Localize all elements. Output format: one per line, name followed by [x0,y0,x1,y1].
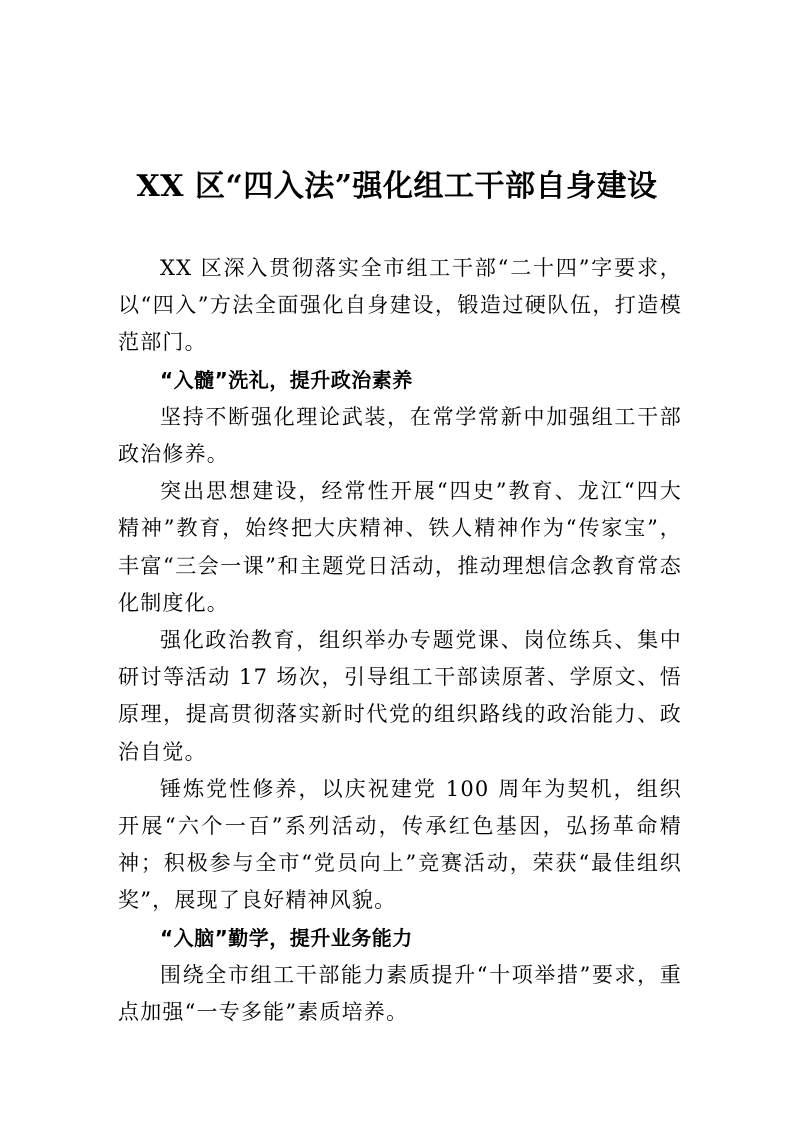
document-body [118,250,682,1031]
intro-paragraph: XX 区深入贯彻落实全市组工干部“二十四”字要求，以“四入”方法全面强化自身建设，锻造过硬队伍，打造模范部门。 [118,256,682,355]
paragraph-theory: 坚持不断强化理论武装，在常学常新中加强组工干部政治修养。 [118,404,682,467]
document-title: XX 区“四入法”强化组工干部自身建设 [136,169,658,205]
paragraph-ability: 围绕全市组工干部能力素质提升“十项举措”要求，重点加强“一专多能”素质培养。 [118,962,682,1025]
section-heading-business: “入脑”勤学，提升业务能力 [160,925,413,950]
paragraph-political-education: 强化政治教育，组织举办专题党课、岗位练兵、集中研讨等活动 17 场次，引导组工干部读原著、学原文、悟原理，提高贯彻落实新时代党的组织路线的政治能力、政治自觉。 [118,628,682,764]
section-heading-political: “入髓”洗礼，提升政治素养 [160,367,413,392]
paragraph-ideology: 突出思想建设，经常性开展“四史”教育、龙江“四大精神”教育，始终把大庆精神、铁人精神作为“传家宝”，丰富“三会一课”和主题党日活动，推动理想信念教育常态化制度化。 [118,479,682,615]
paragraph-party-spirit: 锤炼党性修养，以庆祝建党 100 周年为契机，组织开展“六个一百”系列活动，传承红色基因，弘扬革命精神；积极参与全市“党员向上”竞赛活动，荣获“最佳组织奖”，展现了良好精神风貌。 [118,776,682,913]
